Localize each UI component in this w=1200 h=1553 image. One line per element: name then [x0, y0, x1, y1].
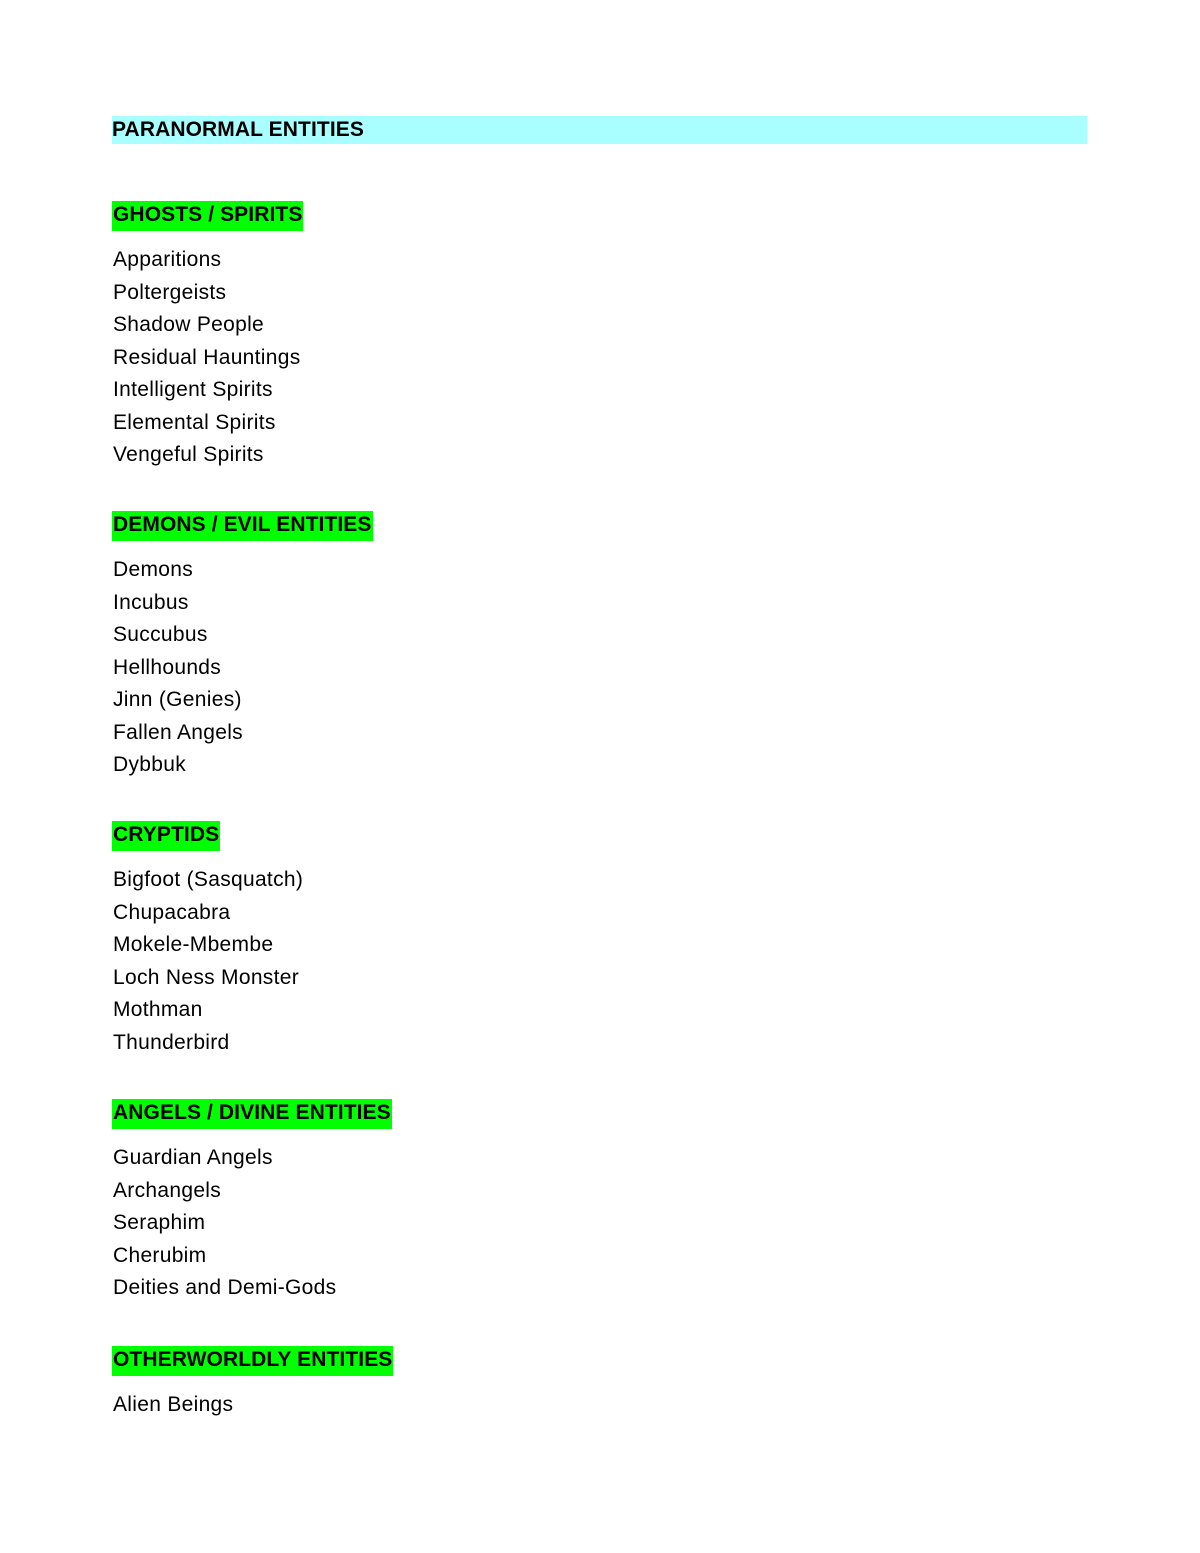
- list-item: Thunderbird: [113, 1030, 230, 1054]
- list-item: Intelligent Spirits: [113, 378, 273, 401]
- list-item: Incubus: [113, 590, 189, 614]
- list-item: Bigfoot (Sasquatch): [113, 868, 304, 891]
- list-item: Seraphim: [113, 1211, 206, 1234]
- item-list: [113, 244, 303, 472]
- section-demons-evil-entities: [112, 511, 373, 782]
- list-item: Loch Ness Monster: [113, 965, 300, 989]
- section-otherworldly-entities: [112, 1346, 393, 1422]
- list-item: Dybbuk: [113, 753, 187, 776]
- list-item: Mokele-Mbembe: [113, 933, 274, 956]
- section-heading: OTHERWORLDLY ENTITIES: [112, 1346, 393, 1376]
- section-heading: DEMONS / EVIL ENTITIES: [112, 511, 373, 541]
- list-item: Vengeful Spirits: [113, 443, 264, 466]
- list-item: Alien Beings: [113, 1393, 234, 1416]
- list-item: Elemental Spirits: [113, 410, 276, 434]
- section-ghosts-spirits: [112, 201, 303, 472]
- list-item: Cherubim: [113, 1243, 207, 1267]
- list-item: Hellhounds: [113, 655, 222, 679]
- list-item: Residual Hauntings: [113, 345, 301, 369]
- section-cryptids: [112, 821, 303, 1059]
- section-heading: CRYPTIDS: [112, 821, 220, 851]
- list-item: Shadow People: [113, 313, 265, 336]
- item-list: [113, 864, 303, 1059]
- list-item: Jinn (Genies): [113, 688, 242, 711]
- page-title: PARANORMAL ENTITIES: [112, 116, 1087, 144]
- list-item: Chupacabra: [113, 900, 231, 924]
- item-list: [113, 1142, 392, 1305]
- section-angels-divine-entities: [112, 1099, 392, 1305]
- list-item: Guardian Angels: [113, 1146, 273, 1169]
- list-item: Fallen Angels: [113, 720, 243, 744]
- list-item: Deities and Demi-Gods: [113, 1276, 337, 1299]
- section-heading: GHOSTS / SPIRITS: [112, 201, 303, 231]
- list-item: Archangels: [113, 1178, 222, 1202]
- item-list: [113, 554, 373, 782]
- list-item: Succubus: [113, 623, 208, 646]
- list-item: Mothman: [113, 998, 203, 1021]
- list-item: Apparitions: [113, 248, 222, 271]
- list-item: Poltergeists: [113, 280, 227, 304]
- section-heading: ANGELS / DIVINE ENTITIES: [112, 1099, 392, 1129]
- list-item: Demons: [113, 558, 193, 581]
- item-list: [113, 1389, 393, 1422]
